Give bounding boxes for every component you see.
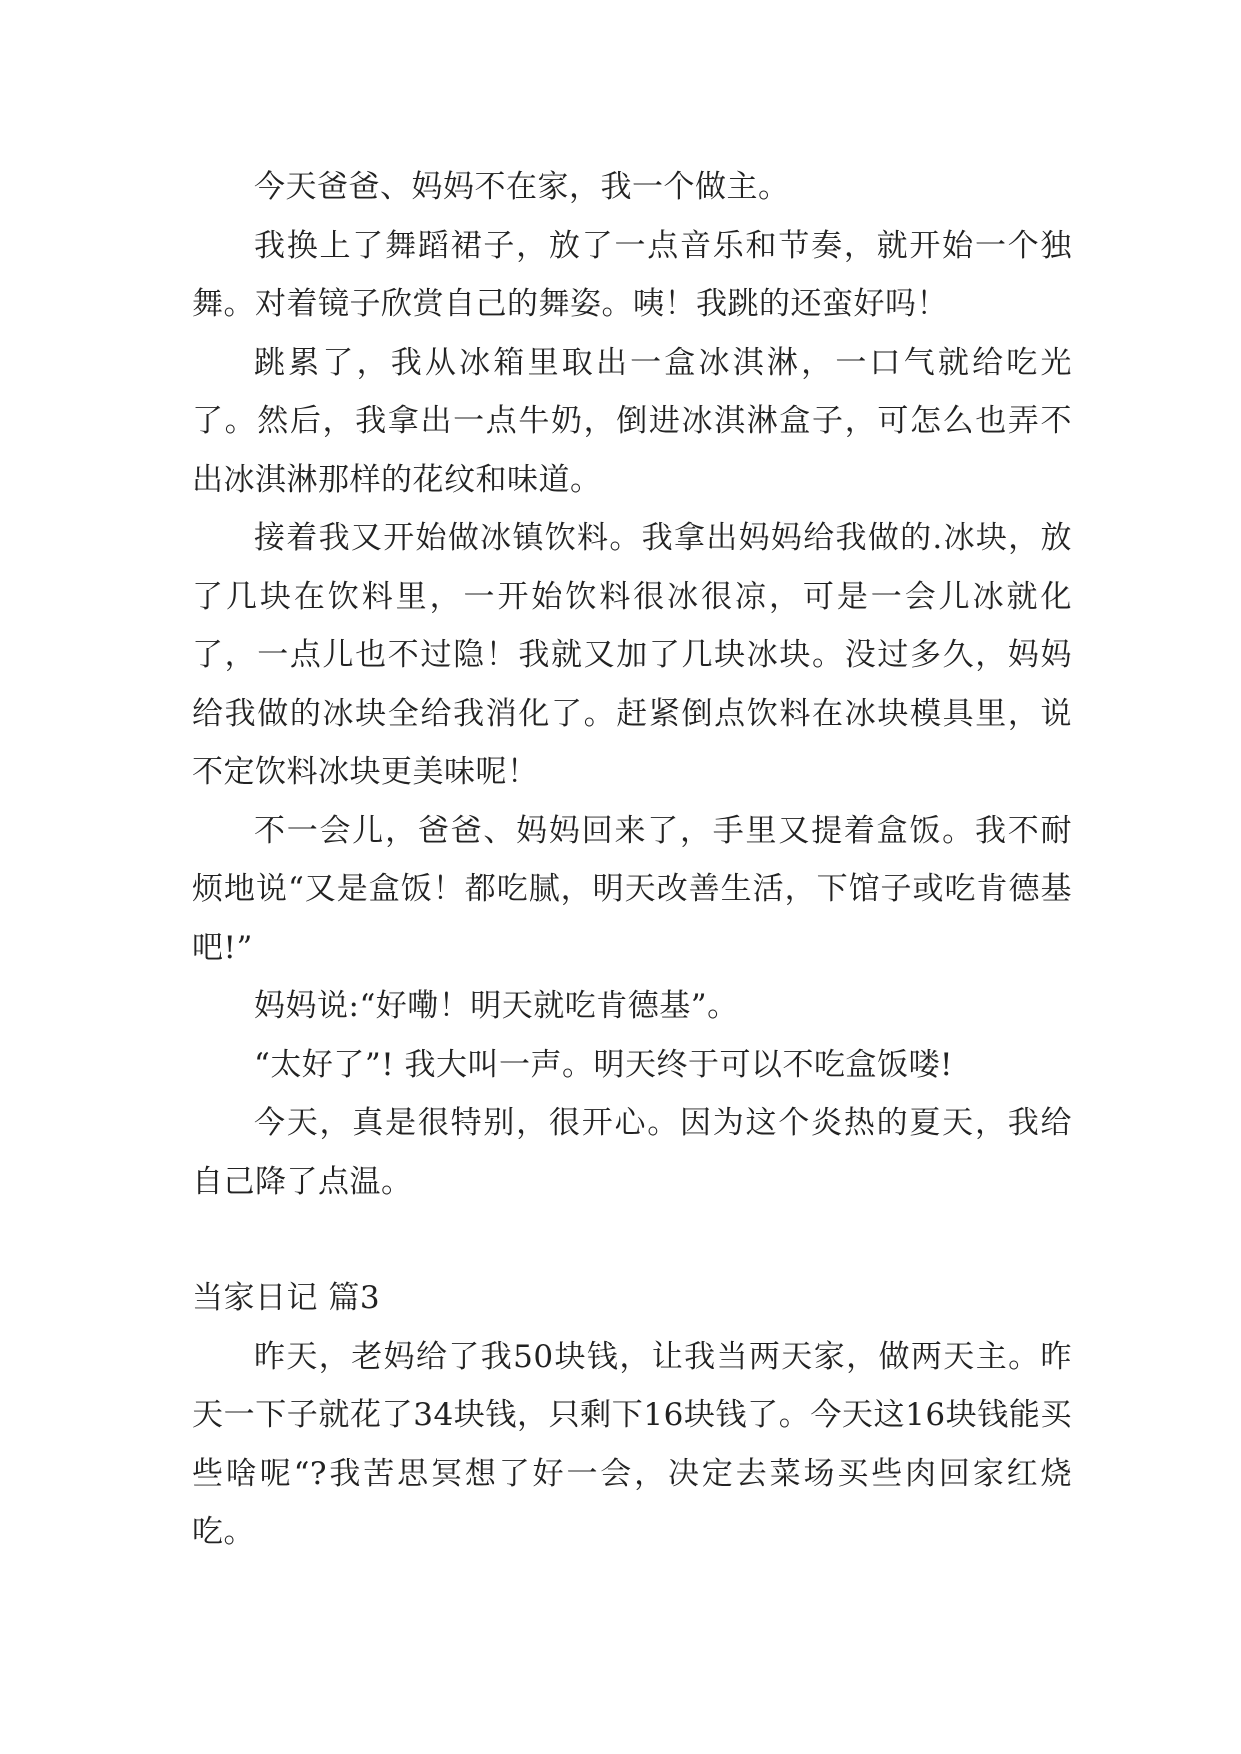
paragraph-5: 不一会儿，爸爸、妈妈回来了，手里又提着盒饭。我不耐烦地说“又是盒饭！都吃腻，明天改善生活，下馆子或吃肯德基吧!” xyxy=(192,812,1072,966)
paragraph-9: 昨天，老妈给了我50块钱，让我当两天家，做两天主。昨天一下子就花了34块钱，只剩下16块钱了。今天这16块钱能买些啥呢“?我苦思冥想了好一会，决定去菜场买些肉回家红烧吃。 xyxy=(192,1338,1072,1550)
paragraph-7: “太好了”! 我大叫一声。明天终于可以不吃盒饭喽! xyxy=(254,1046,953,1083)
paragraph-2: 我换上了舞蹈裙子，放了一点音乐和节奏，就开始一个独舞。对着镜子欣赏自己的舞姿。咦！我跳的还蛮好吗！ xyxy=(192,227,1072,322)
section-heading: 当家日记 篇3 xyxy=(192,1280,381,1316)
paragraph-3: 跳累了，我从冰箱里取出一盒冰淇淋，一口气就给吃光了。然后，我拿出一点牛奶，倒进冰淇淋盒子，可怎么也弄不出冰淇淋那样的花纹和味道。 xyxy=(192,344,1072,498)
paragraph-4: 接着我又开始做冰镇饮料。我拿出妈妈给我做的.冰块，放了几块在饮料里，一开始饮料很冰很凉，可是一会儿冰就化了，一点儿也不过隐！我就又加了几块冰块。没过多久，妈妈给我做的冰块全给我消化了。赶紧倒点饮料在冰块模具里，说不定饮料冰块更美味呢！ xyxy=(192,520,1072,790)
paragraph-1: 今天爸爸、妈妈不在家，我一个做主。 xyxy=(254,169,790,205)
paragraph-8: 今天，真是很特别，很开心。因为这个炎热的夏天，我给自己降了点温。 xyxy=(192,1105,1072,1200)
document-body xyxy=(192,158,1072,1562)
paragraph-6: 妈妈说:“好嘞！明天就吃肯德基”。 xyxy=(254,988,739,1024)
